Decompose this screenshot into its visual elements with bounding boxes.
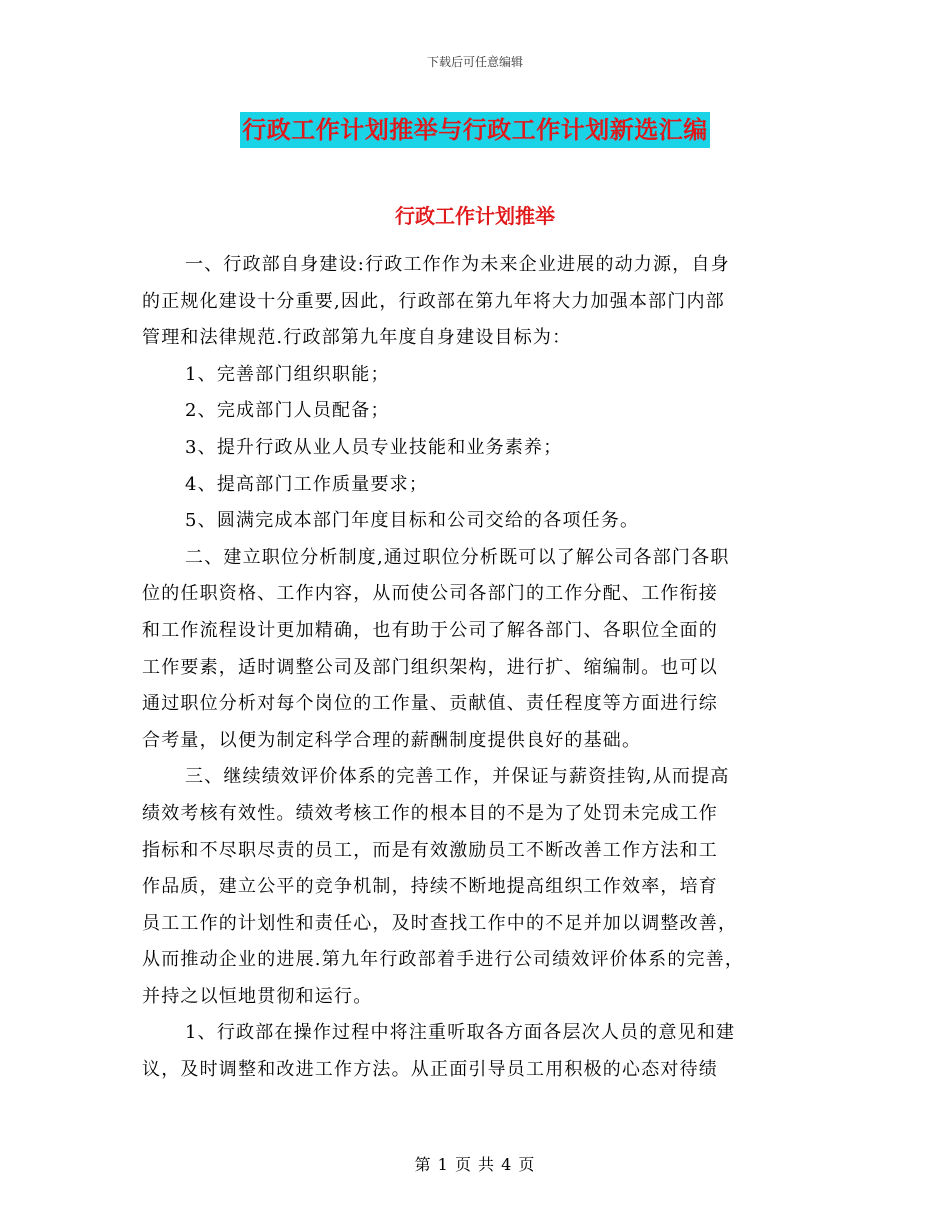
text-line: 指标和不尽职尽责的员工，而是有效激励员工不断改善工作方法和工 [142, 839, 718, 861]
text-line: 管理和法律规范.行政部第九年度自身建设目标为： [142, 327, 572, 349]
text-line: 合考量，以便为制定科学合理的薪酬制度提供良好的基础。 [142, 729, 642, 751]
text-line: 一、行政部自身建设:行政工作作为未来企业进展的动力源，自身 [185, 254, 730, 275]
main-title: 行政工作计划推举与行政工作计划新选汇编 [240, 112, 710, 148]
text-line: 5、圆满完成本部门年度目标和公司交给的各项任务。 [185, 510, 640, 532]
text-line: 二、建立职位分析制度,通过职位分析既可以了解公司各部门各职 [185, 546, 730, 568]
text-line: 作品质，建立公平的竞争机制，持续不断地提高组织工作效率，培育 [142, 876, 718, 898]
text-line: 3、提升行政从业人员专业技能和业务素养； [185, 436, 563, 458]
text-line: 三、继续绩效评价体系的完善工作，并保证与薪资挂钩,从而提高 [185, 766, 730, 788]
text-line: 4、提高部门工作质量要求； [185, 473, 429, 495]
text-line: 从而推动企业的进展.第九年行政部着手进行公司绩效评价体系的完善， [142, 949, 745, 971]
page-footer: 第 1 页 共 4 页 [414, 1155, 536, 1174]
text-line: 通过职位分析对每个岗位的工作量、贡献值、责任程度等方面进行综 [142, 693, 718, 715]
text-line: 2、完成部门人员配备； [185, 400, 390, 422]
main-title-container [0, 112, 950, 148]
text-line: 的正规化建设十分重要,因此，行政部在第九年将大力加强本部门内部 [142, 290, 725, 312]
text-line: 和工作流程设计更加精确，也有助于公司了解各部门、各职位全面的 [142, 619, 718, 641]
text-line: 工作要素，适时调整公司及部门组织架构，进行扩、缩编制。也可以 [142, 656, 718, 678]
text-line: 绩效考核有效性。绩效考核工作的根本目的不是为了处罚未完成工作 [142, 802, 718, 824]
text-line: 并持之以恒地贯彻和运行。 [142, 985, 373, 1007]
header-note: 下载后可任意编辑 [426, 55, 523, 69]
section-title: 行政工作计划推举 [395, 204, 555, 228]
body-text [142, 247, 810, 1089]
text-line: 员工工作的计划性和责任心，及时查找工作中的不足并加以调整改善， [142, 912, 738, 934]
text-line: 位的任职资格、工作内容，从而使公司各部门的工作分配、工作衔接 [142, 583, 718, 605]
text-line: 1、行政部在操作过程中将注重听取各方面各层次人员的意见和建 [185, 1022, 736, 1044]
text-line: 议，及时调整和改进工作方法。从正面引导员工用积极的心态对待绩 [142, 1059, 718, 1081]
text-line: 1、完善部门组织职能； [185, 363, 390, 385]
